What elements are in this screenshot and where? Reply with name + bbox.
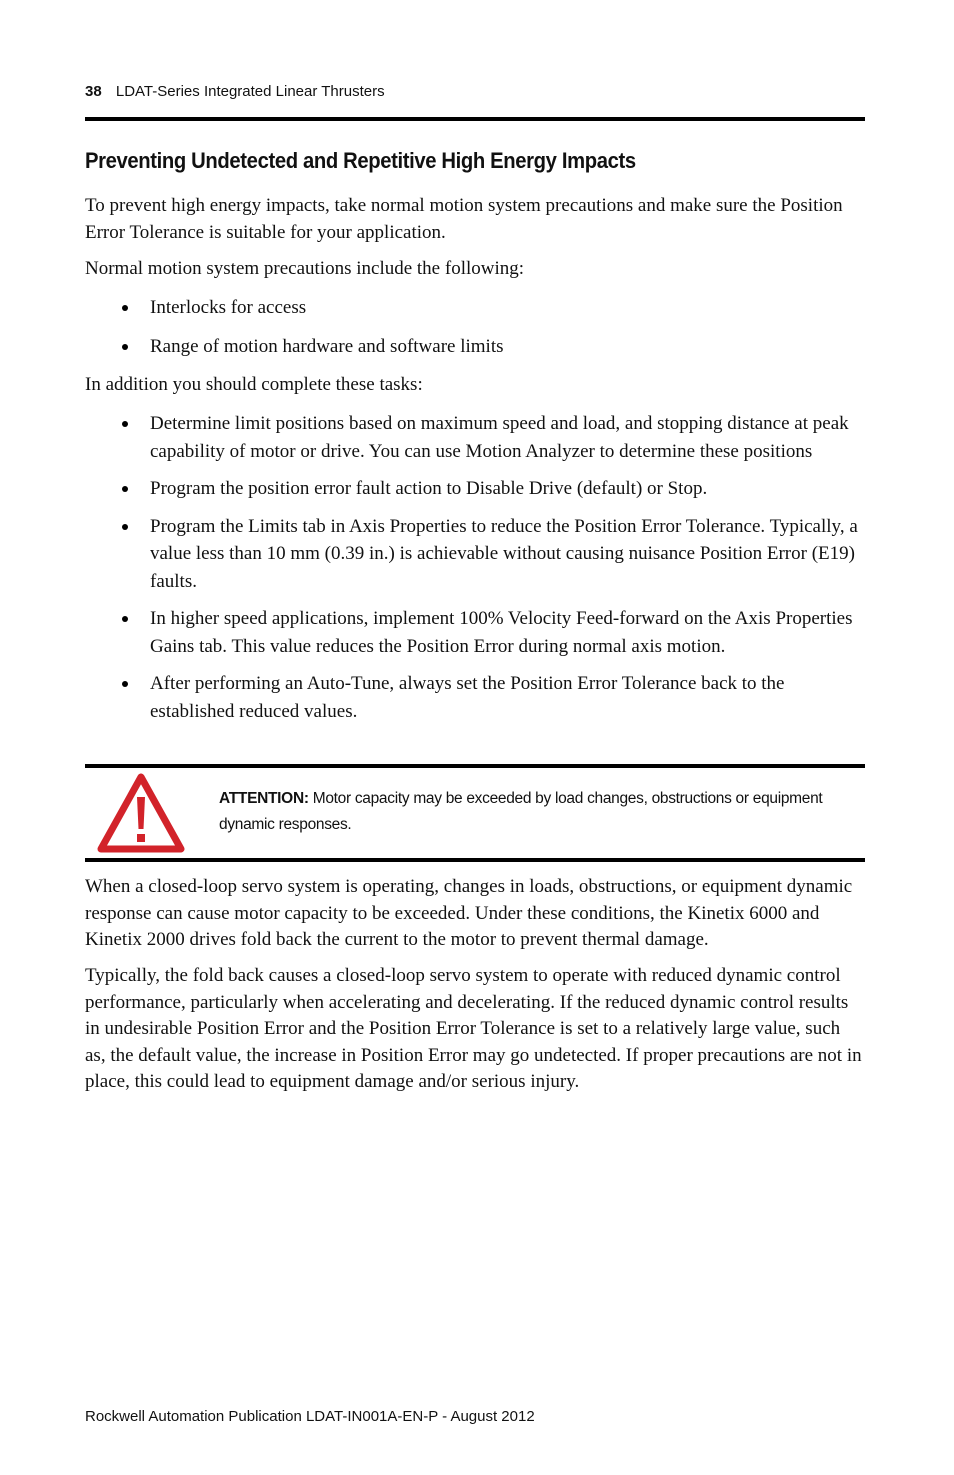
list-item-text: After performing an Auto-Tune, always set the Position Error Tolerance back to the established reduced values.	[150, 673, 785, 722]
list-item	[85, 333, 865, 361]
bullet-icon	[122, 616, 128, 622]
bullet-icon	[122, 305, 128, 311]
list-item-text: Program the position error fault action to Disable Drive (default) or Stop.	[150, 478, 708, 499]
attention-message	[219, 786, 839, 838]
running-header	[85, 83, 385, 100]
attention-top-rule	[85, 764, 865, 768]
bullet-icon	[122, 344, 128, 350]
body-paragraph-1	[85, 874, 865, 954]
list-item	[85, 670, 865, 725]
precautions-list	[85, 294, 865, 360]
list-item	[85, 605, 865, 660]
tasks-intro	[85, 372, 865, 399]
list-item-text: Interlocks for access	[150, 297, 307, 318]
tasks-list	[85, 410, 865, 725]
list-item	[85, 294, 865, 322]
bullet-icon	[122, 421, 128, 427]
attention-label: ATTENTION:	[219, 790, 309, 807]
precautions-intro-text: Normal motion system precautions include the following:	[85, 258, 525, 279]
bullet-icon	[122, 524, 128, 530]
attention-text: Motor capacity may be exceeded by load changes, obstructions or equipment dynamic responses.	[219, 790, 823, 833]
precautions-intro	[85, 256, 865, 283]
list-item	[85, 513, 865, 596]
body-text: When a closed-loop servo system is operating, changes in loads, obstructions, or equipment dynamic response can cause motor capacity to be exceeded. Under these conditions, the Kinetix 6000 and Kinetix 2000 drives fold back the current to the motor to prevent thermal damage.	[85, 876, 853, 950]
body-text: Typically, the fold back causes a closed-loop servo system to operate with reduced dynamic control performance, particularly when accelerating and decelerating. If the reduced dynamic control results in undesirable Position Error and the Position Error Tolerance is set to a relatively large value, such as, the default value, the increase in Position Error may go undetected. If proper precautions are not in place, this could lead to equipment damage and/or serious injury.	[85, 965, 862, 1092]
document-title: LDAT-Series Integrated Linear Thrusters	[115, 83, 385, 100]
list-item-text: In higher speed applications, implement 100% Velocity Feed-forward on the Axis Properties Gains tab. This value reduces the Position Error during normal axis motion.	[150, 608, 853, 657]
intro-text: To prevent high energy impacts, take normal motion system precautions and make sure the Position Error Tolerance is suitable for your application.	[85, 195, 843, 243]
footer-publication: Rockwell Automation Publication LDAT-IN001A-EN-P - August 2012	[85, 1408, 535, 1425]
list-item-text: Program the Limits tab in Axis Properties to reduce the Position Error Tolerance. Typically, a value less than 10 mm (0.39 in.) is achievable without causing nuisance Position Error (E19) faults.	[150, 515, 858, 592]
list-item-text: Range of motion hardware and software limits	[150, 335, 504, 357]
header-rule	[85, 117, 865, 121]
bullet-icon	[122, 486, 128, 492]
bullet-icon	[122, 681, 128, 687]
warning-triangle-icon	[97, 773, 185, 853]
body-paragraph-2	[85, 963, 865, 1096]
intro-paragraph	[85, 193, 865, 246]
list-item-text: Determine limit positions based on maximum speed and load, and stopping distance at peak capability of motor or drive. You can use Motion Analyzer to determine these positions	[150, 413, 849, 462]
attention-bottom-rule	[85, 858, 865, 862]
list-item	[85, 475, 865, 503]
list-item	[85, 410, 865, 465]
section-title: Preventing Undetected and Repetitive High Energy Impacts	[85, 148, 636, 173]
tasks-intro-text: In addition you should complete these tasks:	[85, 374, 423, 395]
page-number: 38	[85, 83, 102, 100]
